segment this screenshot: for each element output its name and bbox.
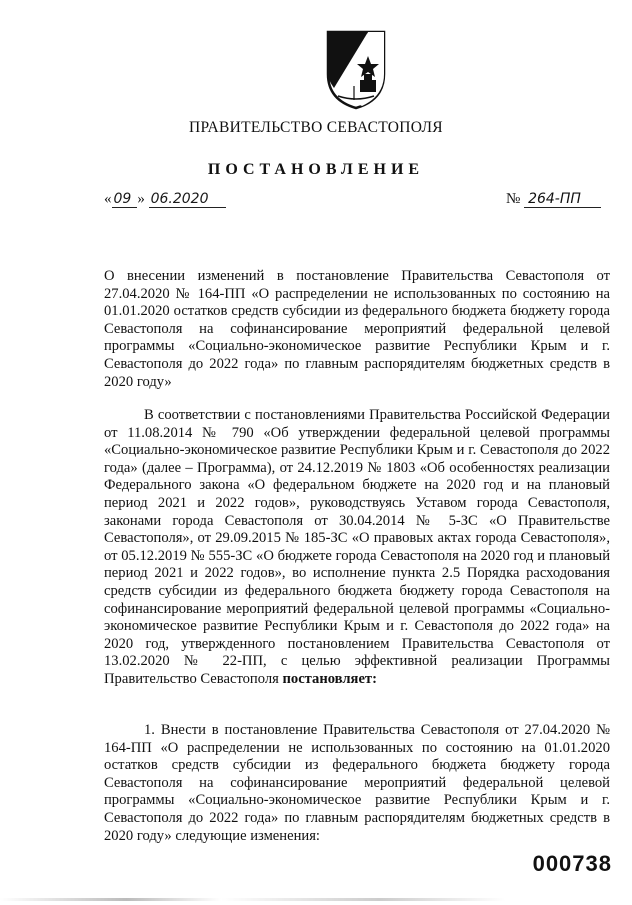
document-type-heading: ПОСТАНОВЛЕНИЕ: [207, 161, 425, 178]
scan-edge-divider: [0, 898, 632, 901]
document-date: [104, 191, 226, 208]
document-number: [506, 191, 601, 208]
preamble-paragraph: [104, 407, 610, 689]
preamble-emphasis: постановляет:: [282, 670, 377, 687]
date-month-year: 06.2020: [149, 191, 227, 208]
clause-1-paragraph: 1. Внести в постановление Правительства Севастополя от 27.04.2020 № 164-ПП «О распределении не использованных по состоянию на 01.01.2020 остатков средств субсидии из федерального бюджета бюджету города Севастополя на софинансирование мероприятий федеральной целевой программы «Социально-экономическое развитие Республики Крым и г. Севастополя до 2022 года» по главным распорядителям бюджетных средств в 2020 году» следующие изменения:: [104, 722, 610, 844]
sevastopol-coat-of-arms-emblem: [324, 26, 388, 110]
date-day: 09: [112, 191, 138, 208]
date-open-quote: «: [104, 191, 112, 207]
document-title: О внесении изменений в постановление Правительства Севастополя от 27.04.2020 № 164-ПП «О распределении не использованных по состоянию на 01.01.2020 остатков средств субсидии из федерального бюджета бюджету города Севастополя на софинансирование мероприятий федеральной целевой программы «Социально-экономическое развитие Республики Крым и г. Севастополя до 2022 года» по главным распорядителям бюджетных средств в 2020 году»: [104, 268, 610, 390]
number-prefix: №: [506, 191, 521, 207]
government-name: ПРАВИТЕЛЬСТВО СЕВАСТОПОЛЯ: [189, 119, 443, 136]
serial-number: 000738: [532, 851, 612, 876]
number-value: 264-ПП: [524, 191, 601, 208]
date-close-quote: »: [137, 191, 145, 207]
preamble-text: В соответствии с постановлениями Правительства Российской Федерации от 11.08.2014 № 790 «Об утверждении федеральной целевой программы «Социально-экономическое развитие Республики Крым и г. Севастополя до 2022 года» (далее – Программа), от 24.12.2019 № 1803 «Об особенностях реализации Федерального закона «О федеральном бюджете на 2020 год и на плановый период 2021 и 2022 годов», руководствуясь Уставом города Севастополя, законами города Севастополя от 30.04.2014 № 5-ЗС «О Правительстве Севастополя», от 29.09.2015 № 185-ЗС «О правовых актах города Севастополя», от 05.12.2019 № 555-ЗС «О бюджете города Севастополя на 2020 год и плановый период 2021 и 2022 годов», во исполнение пункта 2.5 Порядка расходования средств субсидии из федерального бюджета бюджету города Севастополя на софинансирование мероприятий федеральной целевой программы «Социально-экономическое развитие Республики Крым и г. Севастополя до 2022 года» на 2020 год, утвержденного постановлением Правительства Севастополя от 13.02.2020 № 22-ПП, с целью эффективной реализации Программы Правительство Севастополя: [104, 407, 610, 687]
